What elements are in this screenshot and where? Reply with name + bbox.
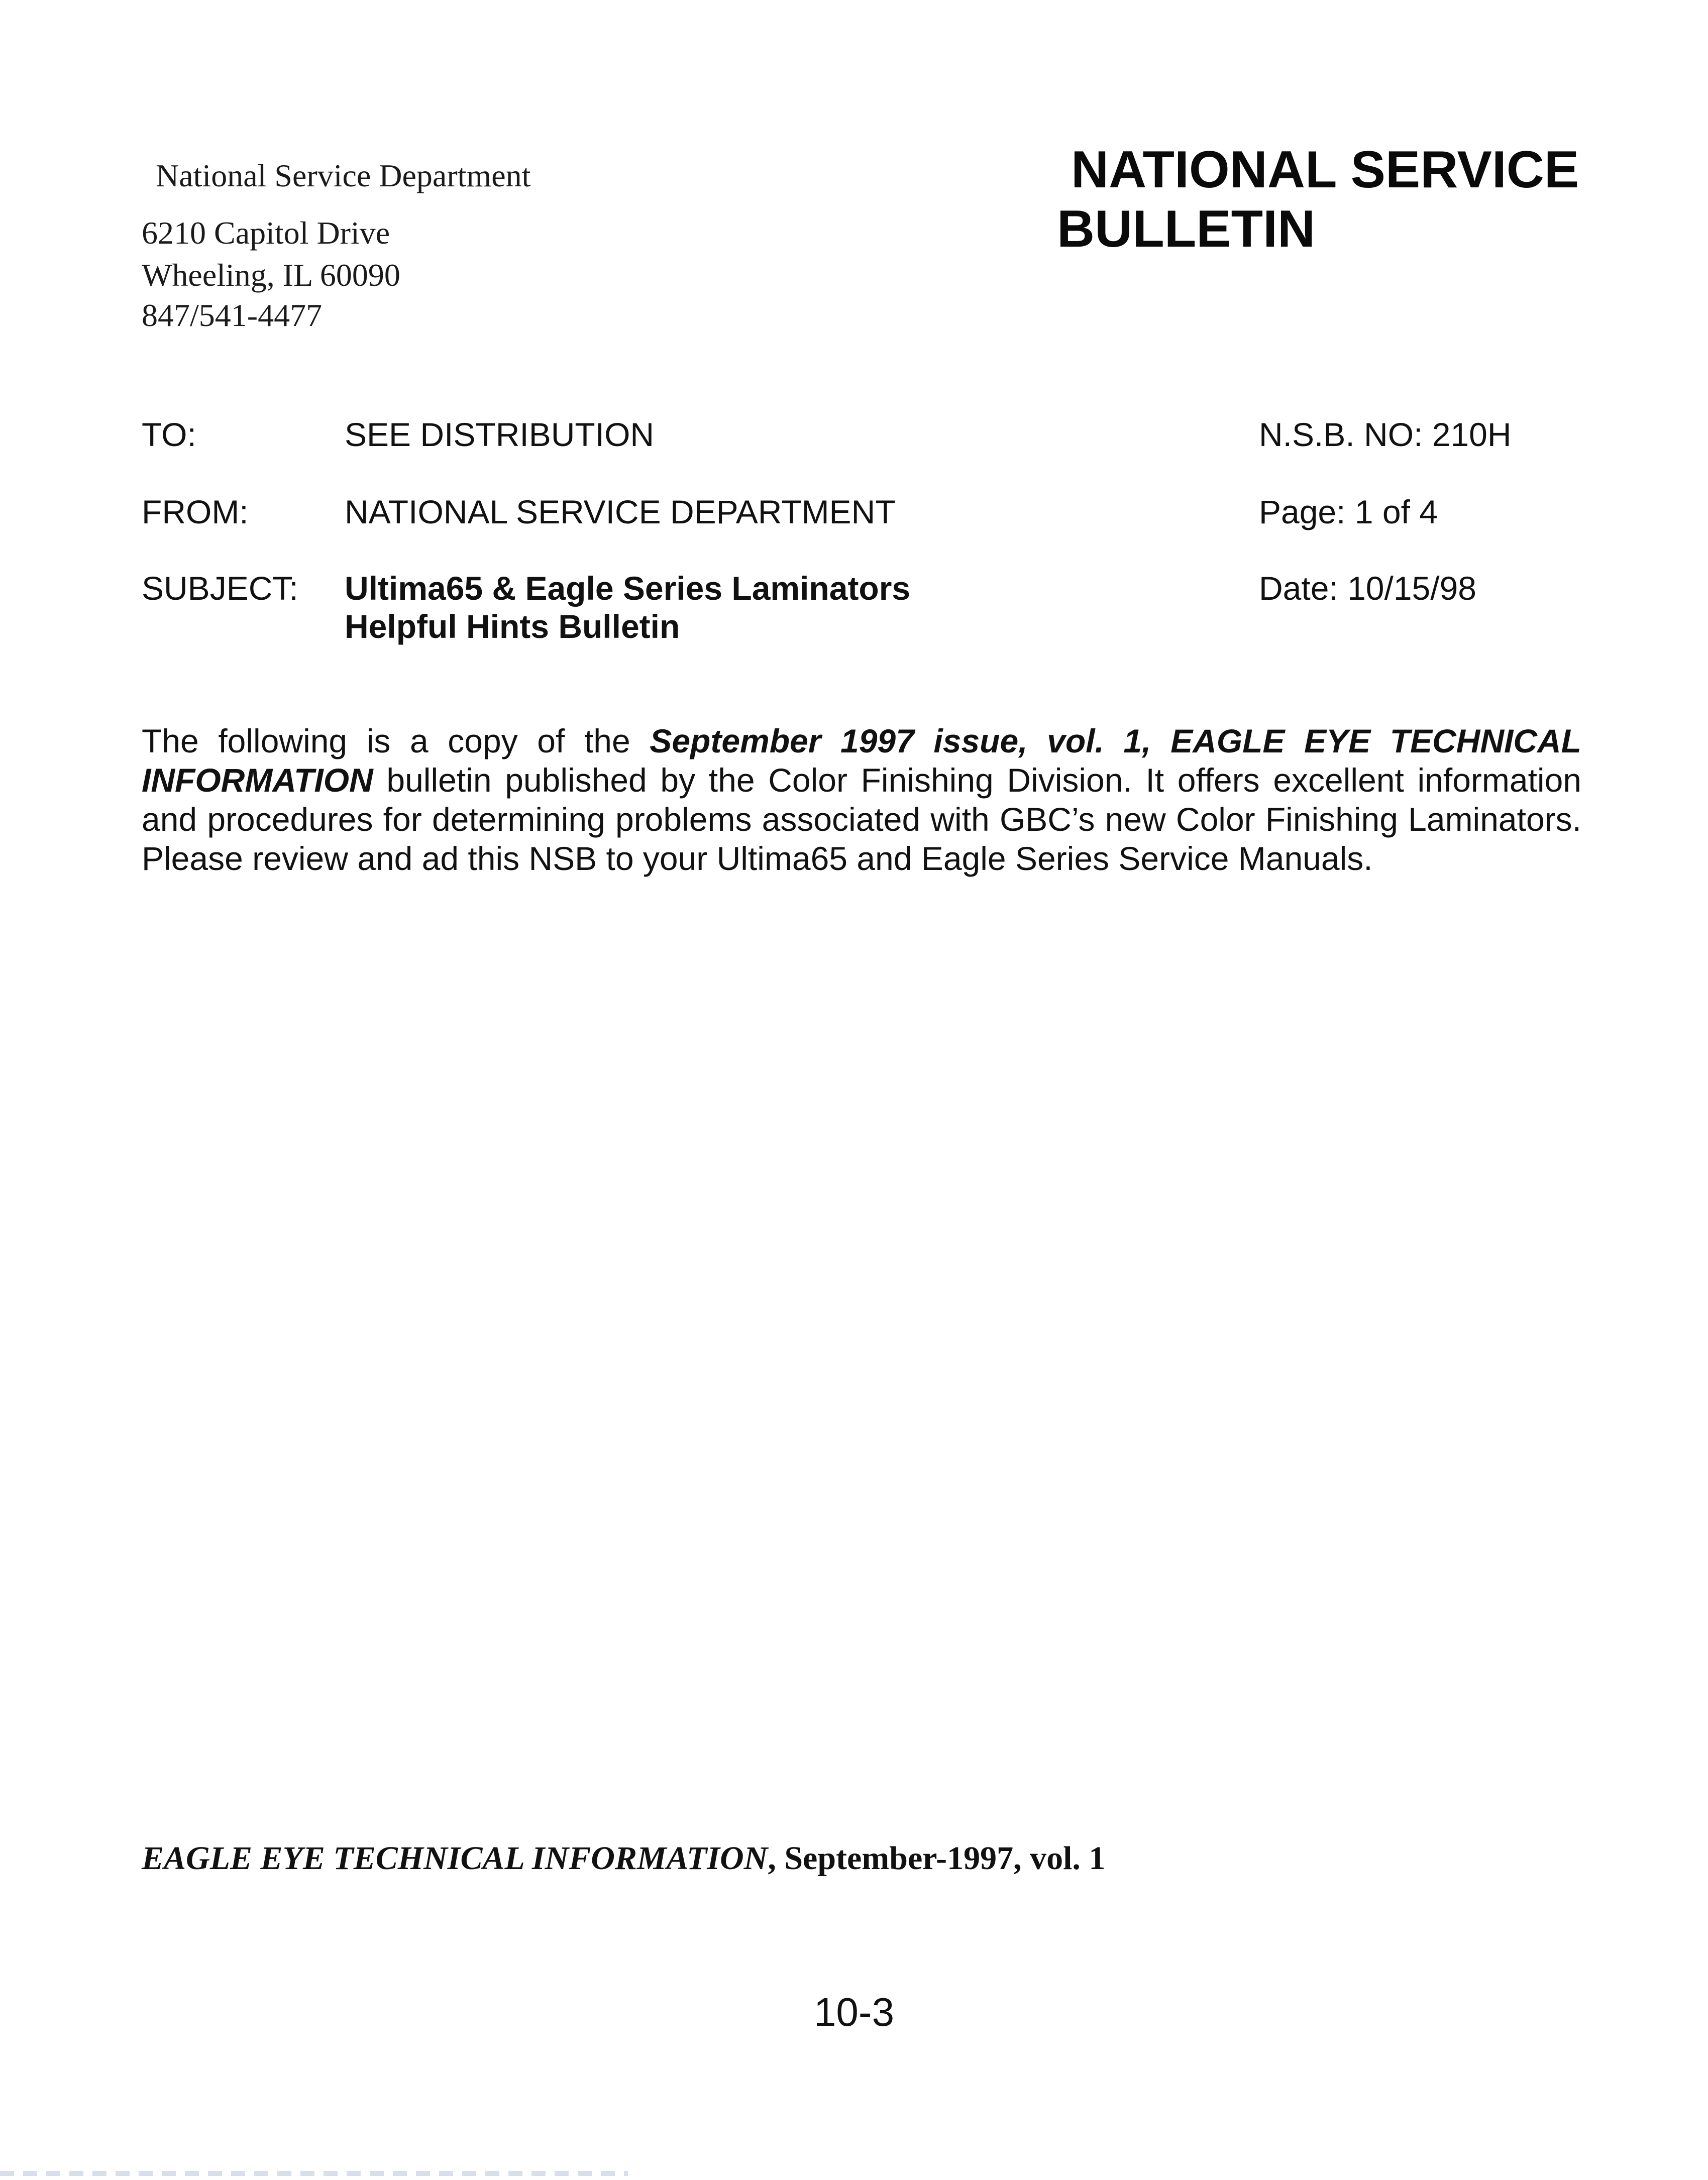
- to-label: TO:: [142, 416, 196, 453]
- publication-detail: , September-1997, vol. 1: [768, 1840, 1106, 1877]
- sender-phone: 847/541-4477: [142, 297, 323, 333]
- scan-artifact: [0, 2171, 628, 2176]
- page-number: 10-3: [813, 1990, 895, 2034]
- from-value: NATIONAL SERVICE DEPARTMENT: [345, 493, 896, 530]
- publication-title: EAGLE EYE TECHNICAL INFORMATION: [142, 1840, 768, 1877]
- subject-label: SUBJECT:: [142, 570, 298, 607]
- page-count: Page: 1 of 4: [1259, 493, 1438, 530]
- publication-reference: [142, 1839, 1105, 1878]
- subject-line1: Ultima65 & Eagle Series Laminators: [345, 570, 911, 607]
- to-value: SEE DISTRIBUTION: [345, 416, 655, 453]
- nsb-number: N.S.B. NO: 210H: [1259, 416, 1512, 453]
- body-text-after: bulletin published by the Color Finishing Division. It offers excellent information and procedures for determining problems associated with GBC’s new Color Finishing Laminators. Please review and ad this NSB to your Ultima65 and Eagle Series Service Manuals.: [142, 761, 1581, 877]
- body-text-before: The following is a copy of the: [142, 722, 650, 759]
- bulletin-title-line1: NATIONAL SERVICE: [1071, 141, 1579, 199]
- subject-line2: Helpful Hints Bulletin: [345, 608, 680, 645]
- sender-department: National Service Department: [156, 158, 531, 193]
- body-emphasis: September 1997 issue, vol. 1, EAGLE EYE TECHNICAL INFORMATION: [142, 722, 1581, 799]
- from-label: FROM:: [142, 493, 249, 530]
- bulletin-date: Date: 10/15/98: [1259, 570, 1476, 607]
- sender-city: Wheeling, IL 60090: [142, 257, 400, 293]
- sender-street: 6210 Capitol Drive: [142, 215, 390, 251]
- bulletin-title-line2: BULLETIN: [1057, 200, 1316, 258]
- body-paragraph: [142, 721, 1581, 878]
